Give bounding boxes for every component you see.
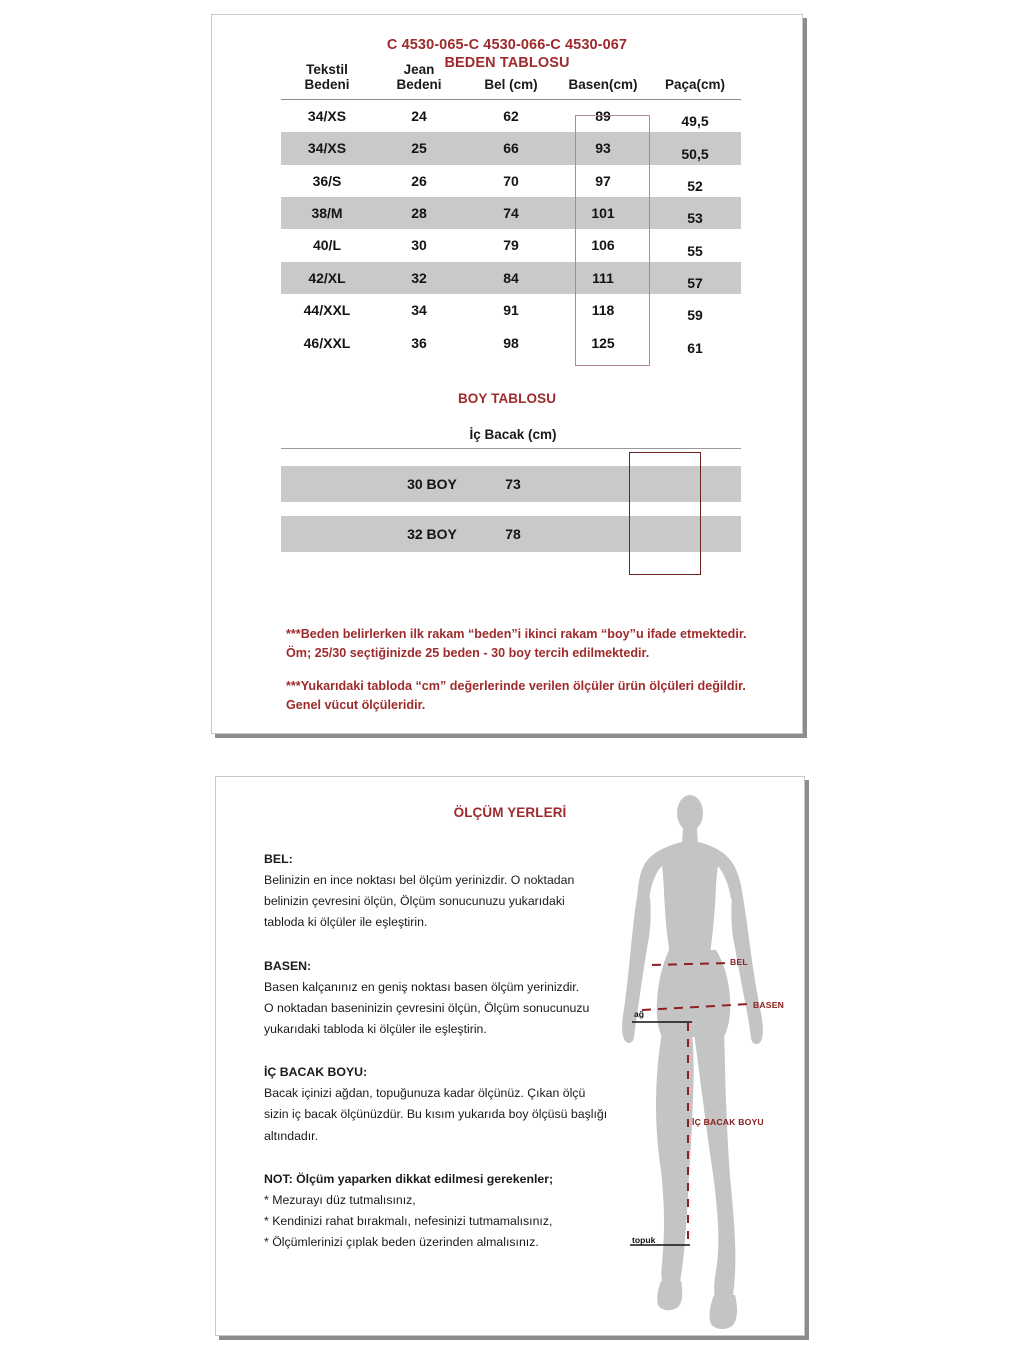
instruction-section bbox=[264, 1169, 624, 1254]
spacer-cell bbox=[281, 449, 396, 466]
boy-cell-blank-right bbox=[558, 516, 741, 552]
spacer-cell bbox=[468, 502, 558, 516]
table-row bbox=[281, 197, 741, 229]
cell-jean: 32 bbox=[373, 262, 465, 294]
cell-bel: 70 bbox=[503, 172, 519, 189]
cell-jean: 28 bbox=[373, 197, 465, 229]
boy-cell-boy: 32 BOY bbox=[396, 516, 468, 552]
measurement-instructions bbox=[264, 849, 624, 1253]
size-table bbox=[281, 62, 741, 359]
instruction-section bbox=[264, 849, 624, 934]
boy-table-head bbox=[281, 427, 741, 449]
beden-tablosu bbox=[281, 62, 741, 359]
table-row bbox=[281, 326, 741, 358]
cell-jean: 24 bbox=[411, 108, 427, 125]
cell-paca: 53 bbox=[649, 197, 741, 229]
instruction-line: * Mezurayı düz tutmalısınız, bbox=[264, 1192, 416, 1207]
cell-bel: 79 bbox=[503, 237, 519, 254]
spacer-row bbox=[281, 449, 741, 466]
cell-bel: 62 bbox=[503, 108, 519, 125]
size-table-body bbox=[281, 100, 741, 359]
cell-bel: 66 bbox=[465, 132, 557, 164]
female-silhouette-svg bbox=[612, 787, 802, 1332]
product-code: C 4530-065-C 4530-066-C 4530-067 bbox=[386, 37, 628, 53]
cell-basen: 125 bbox=[591, 334, 615, 351]
measurement-guide-panel bbox=[215, 776, 805, 1336]
figure-label-basen: BASEN bbox=[753, 1000, 785, 1010]
spacer-cell bbox=[396, 449, 468, 466]
boy-header-blank-1 bbox=[281, 427, 396, 449]
boy-cell-blank-right bbox=[558, 466, 741, 502]
header-tekstil-line1: Tekstil bbox=[306, 62, 348, 77]
boy-header-ic-bacak: İç Bacak (cm) bbox=[469, 427, 557, 442]
instruction-line: belinizin çevresini ölçün, Ölçüm sonucunuzu yukarıdaki bbox=[264, 894, 565, 909]
cell-bel: 98 bbox=[503, 334, 519, 351]
cell-paca: 61 bbox=[687, 339, 703, 356]
instruction-heading: BASEN: bbox=[264, 958, 312, 973]
instruction-line: tabloda ki ölçüler ile eşleştirin. bbox=[264, 915, 428, 930]
cell-basen: 111 bbox=[557, 262, 649, 294]
instruction-heading: BEL: bbox=[264, 852, 293, 866]
instruction-section bbox=[264, 1062, 624, 1147]
header-jean-bedeni bbox=[373, 62, 465, 100]
cell-tekstil: 34/XS bbox=[307, 108, 347, 125]
table-row bbox=[281, 165, 741, 197]
boy-table-body bbox=[281, 449, 741, 552]
table-row bbox=[281, 100, 741, 132]
instruction-line: Belinizin en ince noktası bel ölçüm yerinizdir. O noktadan bbox=[264, 873, 575, 888]
spacer-cell bbox=[558, 449, 741, 466]
header-jean-line1: Jean bbox=[403, 62, 435, 77]
cell-paca: 55 bbox=[687, 242, 703, 259]
cell-paca: 49,5 bbox=[681, 113, 709, 130]
boy-table-header-row bbox=[281, 427, 741, 449]
cell-paca: 59 bbox=[687, 307, 703, 324]
size-table-head bbox=[281, 62, 741, 100]
table-row bbox=[281, 132, 741, 164]
cell-jean: 25 bbox=[373, 132, 465, 164]
instruction-line: * Ölçümlerinizi çıplak beden üzerinden almalısınız. bbox=[264, 1235, 539, 1250]
spacer-cell bbox=[281, 502, 396, 516]
boy-cell-blank-left bbox=[281, 516, 396, 552]
cell-paca: 52 bbox=[687, 177, 703, 194]
note-1-line-1: ***Beden belirlerken ilk rakam “beden”i ikinci rakam “boy”u ifade etmektedir. bbox=[286, 627, 747, 641]
cell-basen: 93 bbox=[557, 132, 649, 164]
boy-header-blank-3 bbox=[558, 427, 741, 449]
figure-label-bel: BEL bbox=[730, 957, 748, 967]
cell-basen: 97 bbox=[595, 172, 611, 189]
table-row bbox=[281, 516, 741, 552]
table-row bbox=[281, 294, 741, 326]
header-jean-line2: Bedeni bbox=[396, 77, 442, 93]
cell-tekstil: 34/XS bbox=[281, 132, 373, 164]
cell-tekstil: 44/XXL bbox=[303, 302, 351, 319]
boy-cell-ic-bacak: 78 bbox=[468, 516, 558, 552]
size-notes bbox=[286, 625, 786, 715]
instruction-section bbox=[264, 956, 624, 1041]
table-row bbox=[281, 262, 741, 294]
boy-cell-boy: 30 BOY bbox=[396, 466, 468, 502]
figure-label-ag: ağ bbox=[634, 1009, 645, 1019]
header-basen: Basen(cm) bbox=[568, 77, 638, 93]
instruction-line: altındadır. bbox=[264, 1128, 319, 1143]
note-block-1 bbox=[286, 625, 786, 663]
cell-basen: 118 bbox=[591, 302, 615, 319]
header-tekstil-bedeni bbox=[281, 62, 373, 100]
boy-tablosu-title: BOY TABLOSU bbox=[457, 391, 557, 406]
note-2-line-1: ***Yukarıdaki tabloda “cm” değerlerinde verilen ölçüler ürün ölçüleri değildir. bbox=[286, 678, 746, 693]
spacer-row bbox=[281, 502, 741, 516]
boy-cell-blank-left bbox=[281, 466, 396, 502]
header-paca: Paça(cm) bbox=[664, 77, 726, 93]
cell-jean: 36 bbox=[411, 334, 427, 351]
instruction-line: Bacak içinizi ağdan, topuğunuza kadar ölçünüz. Çıkan ölçü bbox=[264, 1086, 586, 1101]
header-bel: Bel (cm) bbox=[484, 77, 538, 93]
cell-tekstil: 36/S bbox=[312, 172, 342, 189]
size-table-header-row bbox=[281, 62, 741, 100]
beden-tablosu-title: BEDEN TABLOSU bbox=[444, 55, 570, 71]
table-row bbox=[281, 466, 741, 502]
boy-table bbox=[281, 427, 741, 552]
instruction-heading: NOT: Ölçüm yaparken dikkat edilmesi gerekenler; bbox=[264, 1171, 554, 1186]
cell-bel: 74 bbox=[465, 197, 557, 229]
cell-jean: 30 bbox=[411, 237, 427, 254]
cell-bel: 84 bbox=[465, 262, 557, 294]
header-tekstil-line2: Bedeni bbox=[304, 77, 350, 93]
instruction-line: O noktadan baseninizin çevresini ölçün, Ölçüm sonucunuzu bbox=[264, 1000, 590, 1015]
cell-bel: 91 bbox=[503, 302, 519, 319]
cell-tekstil: 42/XL bbox=[281, 262, 373, 294]
figure-label-ic-bacak-boyu: İÇ BACAK BOYU bbox=[692, 1117, 764, 1127]
silhouette-body bbox=[622, 795, 763, 1329]
note-2-line-2: Genel vücut ölçüleridir. bbox=[286, 697, 426, 712]
spacer-cell bbox=[396, 502, 468, 516]
note-block-2 bbox=[286, 677, 786, 715]
table-row bbox=[281, 229, 741, 261]
cell-jean: 34 bbox=[411, 302, 427, 319]
cell-basen: 101 bbox=[557, 197, 649, 229]
olcum-yerleri-title: ÖLÇÜM YERLERİ bbox=[453, 805, 567, 820]
instruction-line: yukarıdaki tabloda ki ölçüler ile eşleştirin. bbox=[264, 1021, 487, 1036]
instruction-line: sizin iç bacak ölçünüzdür. Bu kısım yukarıda boy ölçüsü başlığı bbox=[264, 1107, 608, 1122]
spacer-cell bbox=[468, 449, 558, 466]
boy-header-blank-2 bbox=[396, 427, 468, 449]
cell-basen: 106 bbox=[591, 237, 615, 254]
cell-jean: 26 bbox=[411, 172, 427, 189]
instruction-heading: İÇ BACAK BOYU: bbox=[264, 1065, 368, 1080]
spacer-cell bbox=[558, 502, 741, 516]
body-measurement-figure bbox=[612, 787, 802, 1332]
boy-cell-ic-bacak: 73 bbox=[468, 466, 558, 502]
instruction-line: Basen kalçanınız en geniş noktası basen ölçüm yerinizdir. bbox=[264, 979, 580, 994]
cell-basen: 89 bbox=[595, 108, 611, 125]
note-1-line-2: Öm; 25/30 seçtiğinizde 25 beden - 30 boy tercih edilmektedir. bbox=[286, 645, 650, 660]
cell-paca: 57 bbox=[649, 262, 741, 294]
size-table-panel bbox=[211, 14, 803, 734]
boy-tablosu bbox=[281, 427, 741, 552]
cell-tekstil: 38/M bbox=[281, 197, 373, 229]
cell-tekstil: 40/L bbox=[312, 237, 341, 254]
cell-paca: 50,5 bbox=[649, 132, 741, 164]
cell-tekstil: 46/XXL bbox=[303, 334, 351, 351]
instruction-line: * Kendinizi rahat bırakmalı, nefesinizi tutmamalısınız, bbox=[264, 1213, 553, 1228]
figure-label-topuk: topuk bbox=[632, 1235, 656, 1245]
